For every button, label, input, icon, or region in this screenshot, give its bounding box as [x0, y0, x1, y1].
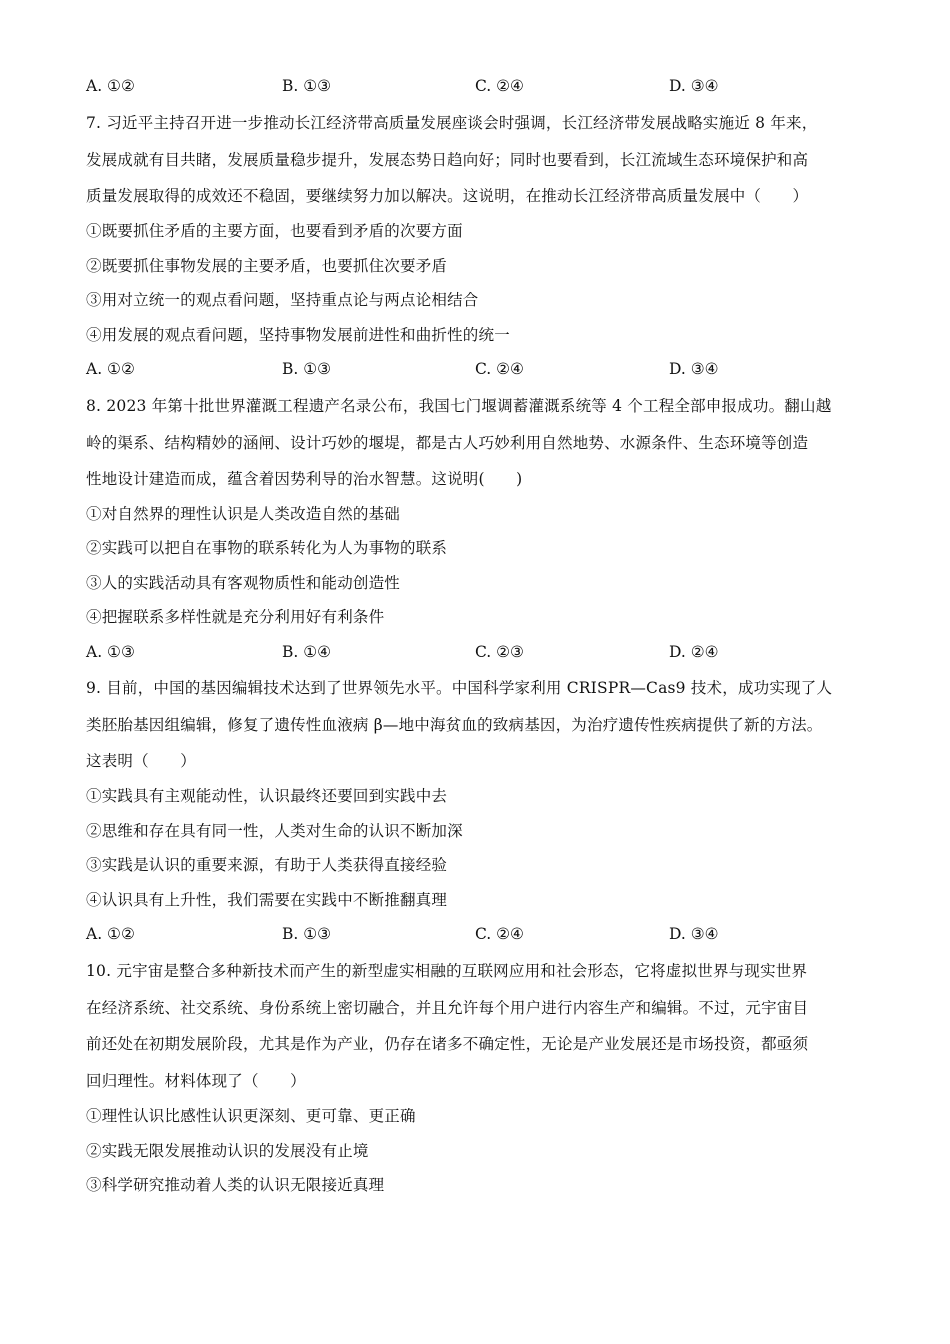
q6-option-a: A. ①② — [86, 77, 135, 95]
q10-stem-line: 前还处在初期发展阶段，尤其是作为产业，仍存在诸多不确定性，无论是产业发展还是市场投资，都亟须 — [86, 1035, 809, 1053]
q7-item: ①既要抓住矛盾的主要方面，也要看到矛盾的次要方面 — [86, 222, 463, 240]
q7-item: ②既要抓住事物发展的主要矛盾，也要抓住次要矛盾 — [86, 257, 448, 275]
q7-option-b: B. ①③ — [282, 360, 332, 378]
q10-stem-line: 10. 元宇宙是整合多种新技术而产生的新型虚实相融的互联网应用和社会形态，它将虚拟世界与现实世界 — [86, 962, 808, 980]
q9-option-c: C. ②④ — [475, 925, 524, 943]
q8-item: ③人的实践活动具有客观物质性和能动创造性 — [86, 574, 401, 592]
q10-stem-line: 回归理性。材料体现了（ ） — [86, 1072, 306, 1090]
q8-stem-line: 性地设计建造而成，蕴含着因势利导的治水智慧。这说明( ) — [86, 470, 523, 488]
q8-option-a: A. ①③ — [86, 643, 135, 661]
q8-item: ①对自然界的理性认识是人类改造自然的基础 — [86, 505, 401, 523]
q8-item: ④把握联系多样性就是充分利用好有利条件 — [86, 608, 385, 626]
q10-stem-line: 在经济系统、社交系统、身份系统上密切融合，并且允许每个用户进行内容生产和编辑。不过，元宇宙目 — [86, 999, 809, 1017]
q10-item: ③科学研究推动着人类的认识无限接近真理 — [86, 1176, 385, 1194]
q7-item: ④用发展的观点看问题，坚持事物发展前进性和曲折性的统一 — [86, 326, 510, 344]
q7-option-a: A. ①② — [86, 360, 135, 378]
q6-option-c: C. ②④ — [475, 77, 524, 95]
q7-stem-line: 质量发展取得的成效还不稳固，要继续努力加以解决。这说明，在推动长江经济带高质量发展中（ ） — [86, 187, 809, 205]
q9-option-a: A. ①② — [86, 925, 135, 943]
q9-item: ②思维和存在具有同一性，人类对生命的认识不断加深 — [86, 822, 463, 840]
q9-stem-line: 这表明（ ） — [86, 752, 196, 770]
q10-item: ①理性认识比感性认识更深刻、更可靠、更正确 — [86, 1107, 416, 1125]
q9-item: ①实践具有主观能动性，认识最终还要回到实践中去 — [86, 787, 448, 805]
q7-stem-line: 7. 习近平主持召开进一步推动长江经济带高质量发展座谈会时强调，长江经济带发展战略实施近 8 年来， — [86, 114, 818, 132]
q7-item: ③用对立统一的观点看问题，坚持重点论与两点论相结合 — [86, 291, 479, 309]
q9-item: ④认识具有上升性，我们需要在实践中不断推翻真理 — [86, 891, 448, 909]
q8-option-d: D. ②④ — [669, 643, 719, 661]
q6-option-b: B. ①③ — [282, 77, 332, 95]
q9-option-d: D. ③④ — [669, 925, 719, 943]
q7-option-c: C. ②④ — [475, 360, 524, 378]
q8-option-c: C. ②③ — [475, 643, 524, 661]
q8-stem-line: 岭的渠系、结构精妙的涵闸、设计巧妙的堰堤，都是古人巧妙利用自然地势、水源条件、生态环境等创造 — [86, 434, 809, 452]
q8-stem-line: 8. 2023 年第十批世界灌溉工程遗产名录公布，我国七门堰调蓄灌溉系统等 4 个工程全部申报成功。翻山越 — [86, 397, 832, 415]
q7-stem-line: 发展成就有目共睹，发展质量稳步提升，发展态势日趋向好；同时也要看到，长江流域生态环境保护和高 — [86, 151, 809, 169]
q8-option-b: B. ①④ — [282, 643, 332, 661]
q7-option-d: D. ③④ — [669, 360, 719, 378]
q9-item: ③实践是认识的重要来源，有助于人类获得直接经验 — [86, 856, 448, 874]
q9-stem-line: 类胚胎基因组编辑，修复了遗传性血液病 β—地中海贫血的致病基因，为治疗遗传性疾病提供了新的方法。 — [86, 716, 823, 734]
q6-option-d: D. ③④ — [669, 77, 719, 95]
q10-item: ②实践无限发展推动认识的发展没有止境 — [86, 1142, 369, 1160]
q9-option-b: B. ①③ — [282, 925, 332, 943]
q9-stem-line: 9. 目前，中国的基因编辑技术达到了世界领先水平。中国科学家利用 CRISPR—Cas9 技术，成功实现了人 — [86, 679, 833, 697]
q8-item: ②实践可以把自在事物的联系转化为人为事物的联系 — [86, 539, 448, 557]
